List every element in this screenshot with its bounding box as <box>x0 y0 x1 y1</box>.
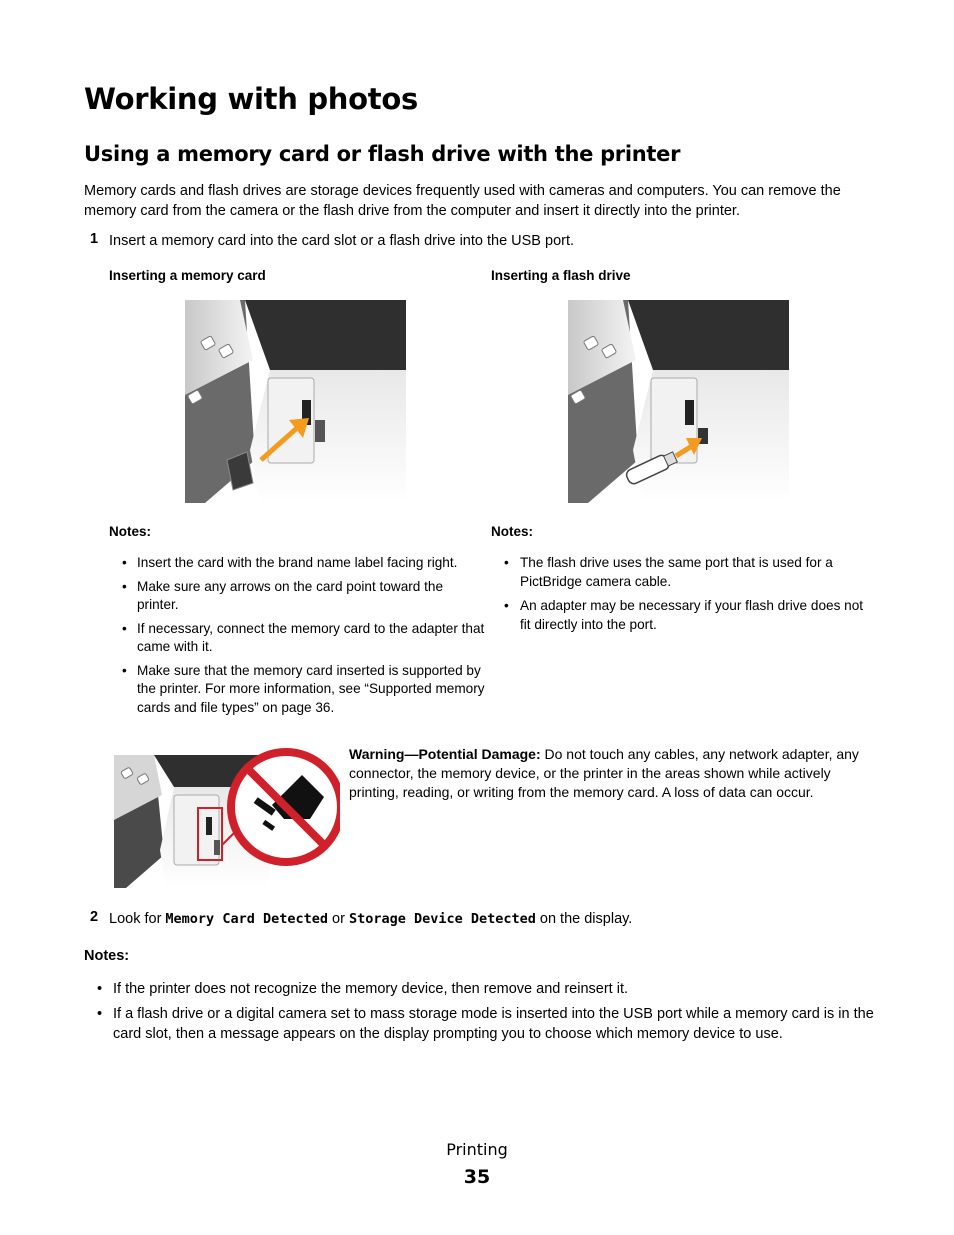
list-item: • Insert the card with the brand name label facing right. <box>109 554 487 573</box>
list-item: • Make sure any arrows on the card point toward the printer. <box>109 578 487 615</box>
list-item: • If the printer does not recognize the memory device, then remove and reinsert it. <box>84 979 876 999</box>
list-item: • An adapter may be necessary if your flash drive does not fit directly into the port. <box>491 597 867 634</box>
intro-paragraph: Memory cards and flash drives are storage devices frequently used with cameras and computers. You can remove the memory card from the camera or the flash drive from the computer and insert it directly into the printer. <box>84 183 841 219</box>
notes-list-memory-card <box>109 554 487 722</box>
step-1-text: Insert a memory card into the card slot or a flash drive into the USB port. <box>109 233 575 249</box>
page-title: Working with photos <box>84 82 418 116</box>
no-touch-warning-illustration <box>114 745 340 888</box>
list-item: • Make sure that the memory card inserted is supported by the printer. For more information, see “Supported memory cards and file types” on page 36. <box>109 662 487 718</box>
notes-list-step-2 <box>84 979 876 1049</box>
warning-text <box>349 745 869 802</box>
page-number: 35 <box>463 1166 491 1188</box>
footer-section-label: Printing <box>446 1140 508 1159</box>
list-item: • If a flash drive or a digital camera set to mass storage mode is inserted into the USB port while a memory card is in the card slot, then a message appears on the display prompting you to choose which memory device to use. <box>84 1004 876 1044</box>
display-message-memory-card: Memory Card Detected <box>165 911 328 927</box>
notes-list-flash-drive <box>491 554 867 640</box>
memory-card-illustration <box>185 300 406 503</box>
step-2-suffix: on the display. <box>535 911 633 927</box>
notes-heading-flash-drive: Notes: <box>491 524 534 539</box>
section-title: Using a memory card or flash drive with the printer <box>84 142 681 166</box>
display-message-storage-device: Storage Device Detected <box>348 911 536 927</box>
step-2-text <box>109 909 632 929</box>
figure-caption-memory-card: Inserting a memory card <box>109 268 266 283</box>
step-2-middle: or <box>327 911 349 927</box>
flash-drive-illustration <box>568 300 789 503</box>
notes-heading-memory-card: Notes: <box>109 524 152 539</box>
figure-caption-flash-drive: Inserting a flash drive <box>491 268 631 283</box>
list-item: • If necessary, connect the memory card to the adapter that came with it. <box>109 620 487 657</box>
step-1-number: 1 <box>90 231 99 247</box>
warning-label: Warning—Potential Damage: <box>349 746 541 762</box>
notes-heading-step-2: Notes: <box>84 948 130 964</box>
warning-body: Do not touch any cables, any network adapter, any connector, the memory device, or the printer in the areas shown while actively printing, reading, or writing from the memory card. A loss of data can occur. <box>349 746 859 800</box>
step-2-number: 2 <box>90 909 99 925</box>
list-item: • The flash drive uses the same port that is used for a PictBridge camera cable. <box>491 554 867 591</box>
step-2-prefix: Look for <box>109 911 166 927</box>
